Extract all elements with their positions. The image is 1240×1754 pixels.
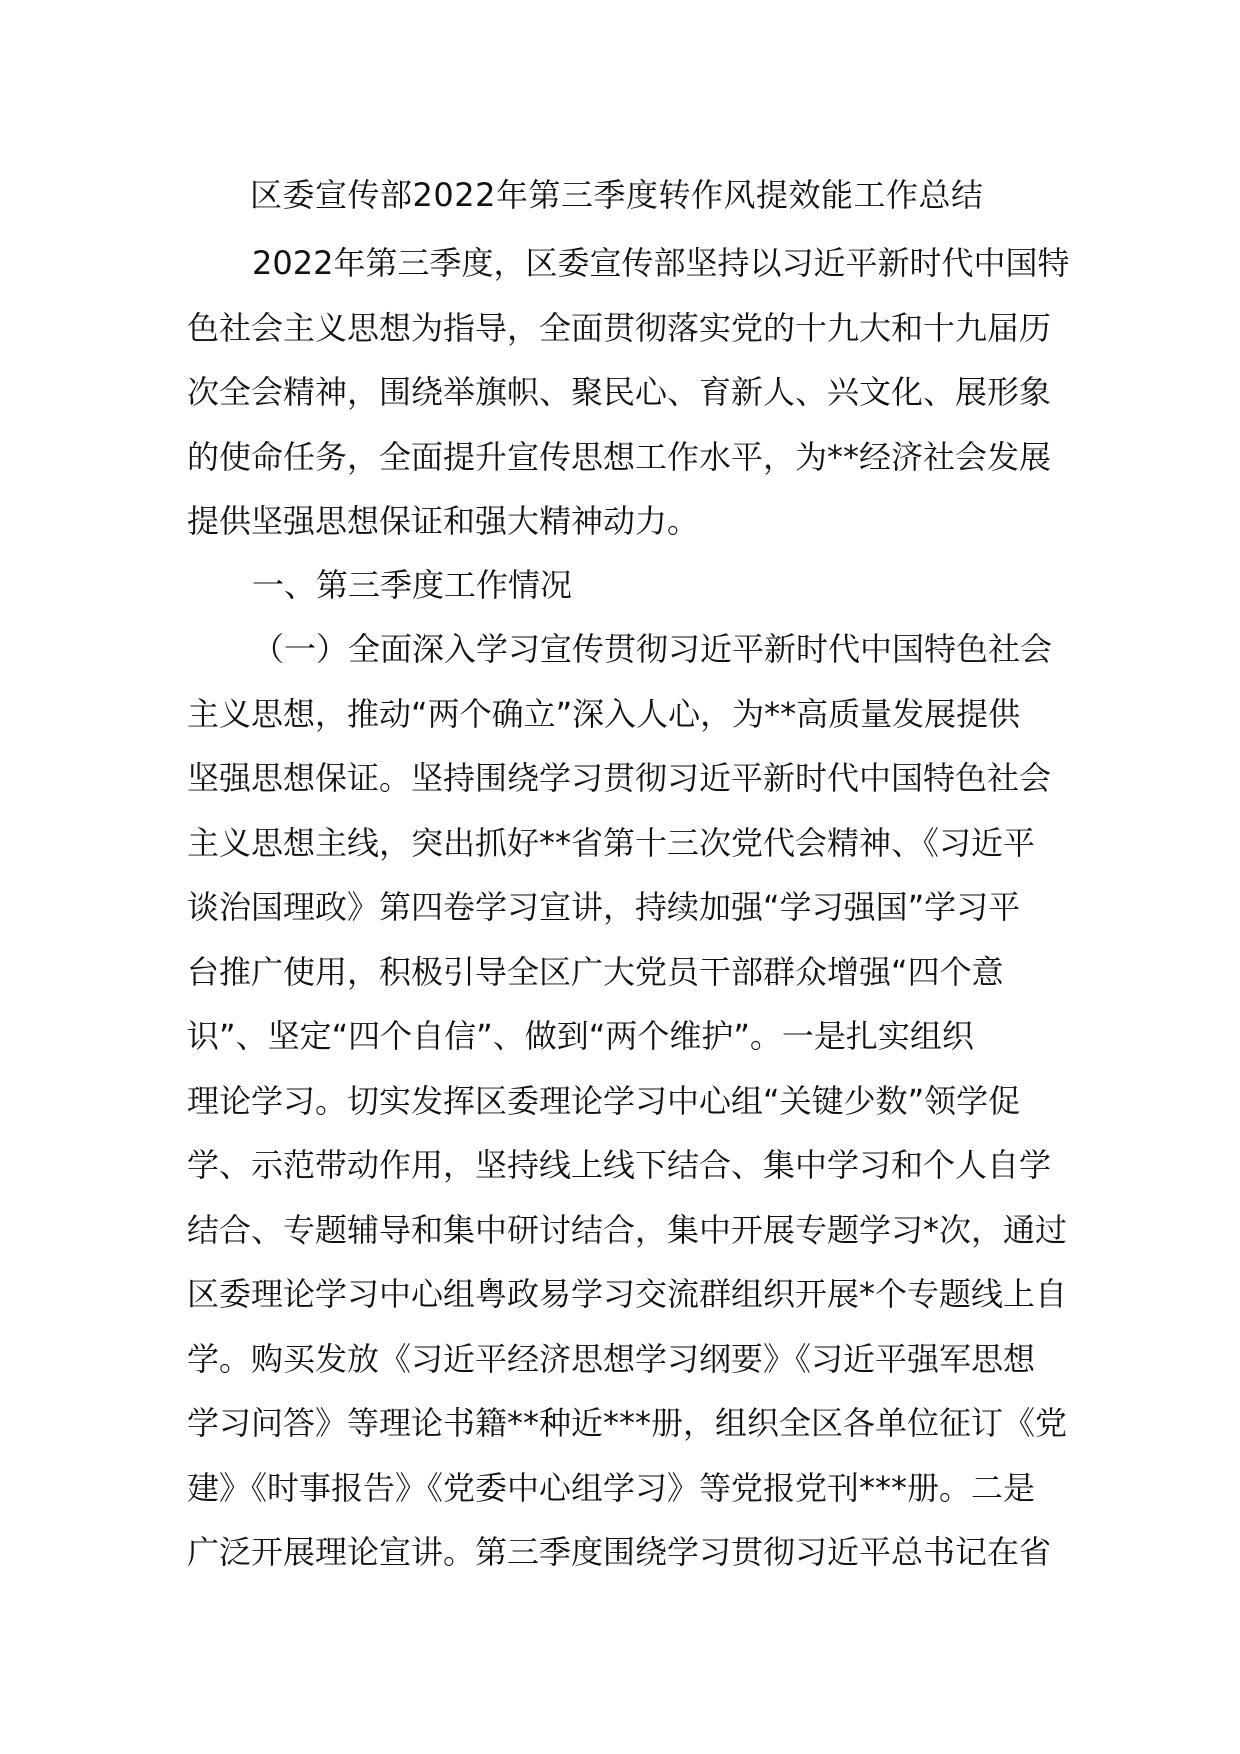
section-heading [187, 553, 1057, 618]
paragraph-line: 广泛开展理论宣讲。第三季度围绕学习贯彻习近平总书记在省 [187, 1533, 1052, 1571]
intro-paragraph [187, 231, 1070, 554]
paragraph-line: 主义思想，推动“两个确立”深入人心，为**高质量发展提供 [187, 694, 1021, 733]
paragraph-line: 建》《时事报告》《党委中心组学习》等党报党刊***册。二是 [187, 1468, 1036, 1507]
paragraph-line: 提供坚强思想保证和强大精神动力。 [187, 502, 700, 540]
paragraph-line: 主义思想主线，突出抓好**省第十三次党代会精神、《习近平 [187, 823, 1036, 862]
paragraph-line: 的使命任务，全面提升宣传思想工作水平，为**经济社会发展 [187, 437, 1052, 476]
section-heading-text: 一、第三季度工作情况 [252, 566, 573, 604]
paragraph-line: 学、示范带动作用，坚持线上线下结合、集中学习和个人自学 [187, 1146, 1052, 1184]
paragraph-line: 次全会精神，围绕举旗帜、聚民心、育新人、兴文化、展形象 [187, 373, 1052, 411]
paragraph-line: 台推广使用，积极引导全区广大党员干部群众增强“四个意 [187, 952, 1004, 991]
paragraph-line: 谈治国理政》第四卷学习宣讲，持续加强“学习强国”学习平 [187, 888, 1021, 926]
paragraph-line: 坚强思想保证。坚持围绕学习贯彻习近平新时代中国特色社会 [187, 759, 1052, 797]
paragraph-line: 学习问答》等理论书籍**种近***册，组织全区各单位征订《党 [187, 1404, 1068, 1442]
document-title: 区委宣传部2022年第三季度转作风提效能工作总结 [250, 176, 984, 214]
paragraph-line: 区委理论学习中心组粤政易学习交流群组织开展*个专题线上自 [187, 1275, 1068, 1313]
paragraph-line: 色社会主义思想为指导，全面贯彻落实党的十九大和十九届历 [187, 308, 1052, 347]
paragraph-line: 理论学习。切实发挥区委理论学习中心组“关键少数”领学促 [187, 1081, 1021, 1120]
section-1-paragraph [187, 617, 1068, 1585]
paragraph-line: （一）全面深入学习宣传贯彻习近平新时代中国特色社会 [252, 630, 1053, 668]
paragraph-line: 学。购买发放《习近平经济思想学习纲要》《习近平强军思想 [187, 1339, 1036, 1378]
paragraph-line: 2022年第三季度，区委宣传部坚持以习近平新时代中国特 [252, 244, 1070, 282]
paragraph-line: 结合、专题辅导和集中研讨结合，集中开展专题学习*次，通过 [187, 1210, 1068, 1249]
paragraph-line: 识”、坚定“四个自信”、做到“两个维护”。一是扎实组织 [187, 1017, 974, 1055]
